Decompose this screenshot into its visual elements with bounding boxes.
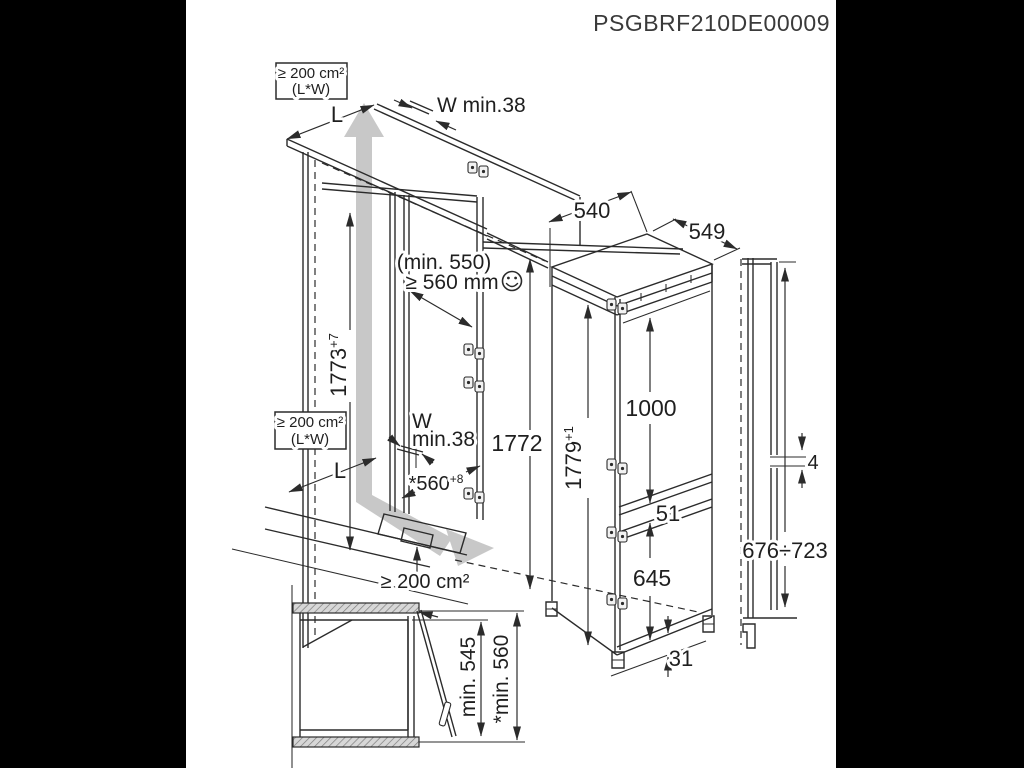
open-door-line — [417, 610, 456, 737]
floor-depth-tol: +8 — [449, 472, 464, 486]
vent-mid-line2: (L*W) — [290, 431, 330, 448]
product-code: PSGBRF210DE00009 — [593, 10, 830, 36]
floor-depth-label — [409, 472, 464, 495]
niche-cabinet — [232, 101, 698, 648]
appliance-height-tol: +1 — [561, 426, 576, 441]
depth-note-line1: (min. 550) — [396, 251, 492, 274]
niche-front-height-label: 1772 — [491, 430, 543, 456]
niche-height-tol: +7 — [326, 333, 341, 348]
hinge-icons-niche — [464, 162, 488, 503]
niche-height-value: 1773 — [326, 347, 351, 397]
open-depth-label: min. 545 — [457, 636, 480, 718]
length-mid-label: L — [333, 458, 347, 483]
freezer-panel-height-label: 645 — [632, 565, 672, 591]
appliance-height-value: 1779 — [561, 440, 586, 490]
depth-note-line2: ≥ 560 mm — [405, 271, 499, 294]
width-540-label: 540 — [573, 198, 611, 223]
decor-panel-height-label: 676÷723 — [742, 538, 828, 563]
niche-height-label — [326, 333, 351, 397]
letterbox-right — [836, 0, 1024, 768]
vent-mid-line1: ≥ 200 cm² — [276, 414, 344, 431]
vent-top-line2: (L*W) — [291, 81, 331, 98]
plinth-clearance-label: 31 — [668, 646, 694, 671]
depth-549-label: 549 — [688, 219, 726, 244]
open-depth-star-label: *min. 560 — [490, 634, 513, 724]
hinge-icons-appliance — [607, 299, 627, 609]
floor-depth-value: *560 — [408, 473, 450, 495]
bottom-vent-label: ≥ 200 cm² — [380, 571, 470, 593]
letterbox-left — [0, 0, 186, 768]
panel-split-label: 51 — [655, 501, 681, 526]
vent-top-line1: ≥ 200 cm² — [277, 65, 345, 82]
wall-top-label: W min.38 — [437, 94, 526, 117]
fridge-panel-height-label: 1000 — [625, 395, 677, 421]
smiley-icon — [503, 272, 522, 291]
panel-gap-label: 4 — [807, 452, 819, 474]
wall-mid-min-label: min.38 — [412, 428, 476, 451]
length-top-label: L — [330, 102, 344, 127]
vent-area-mid-box — [275, 412, 346, 449]
vent-area-top-box — [276, 63, 347, 99]
door-panel-side-view — [741, 258, 806, 648]
appliance-height-label — [561, 426, 586, 490]
wall-mid-w-label: W — [412, 410, 432, 433]
